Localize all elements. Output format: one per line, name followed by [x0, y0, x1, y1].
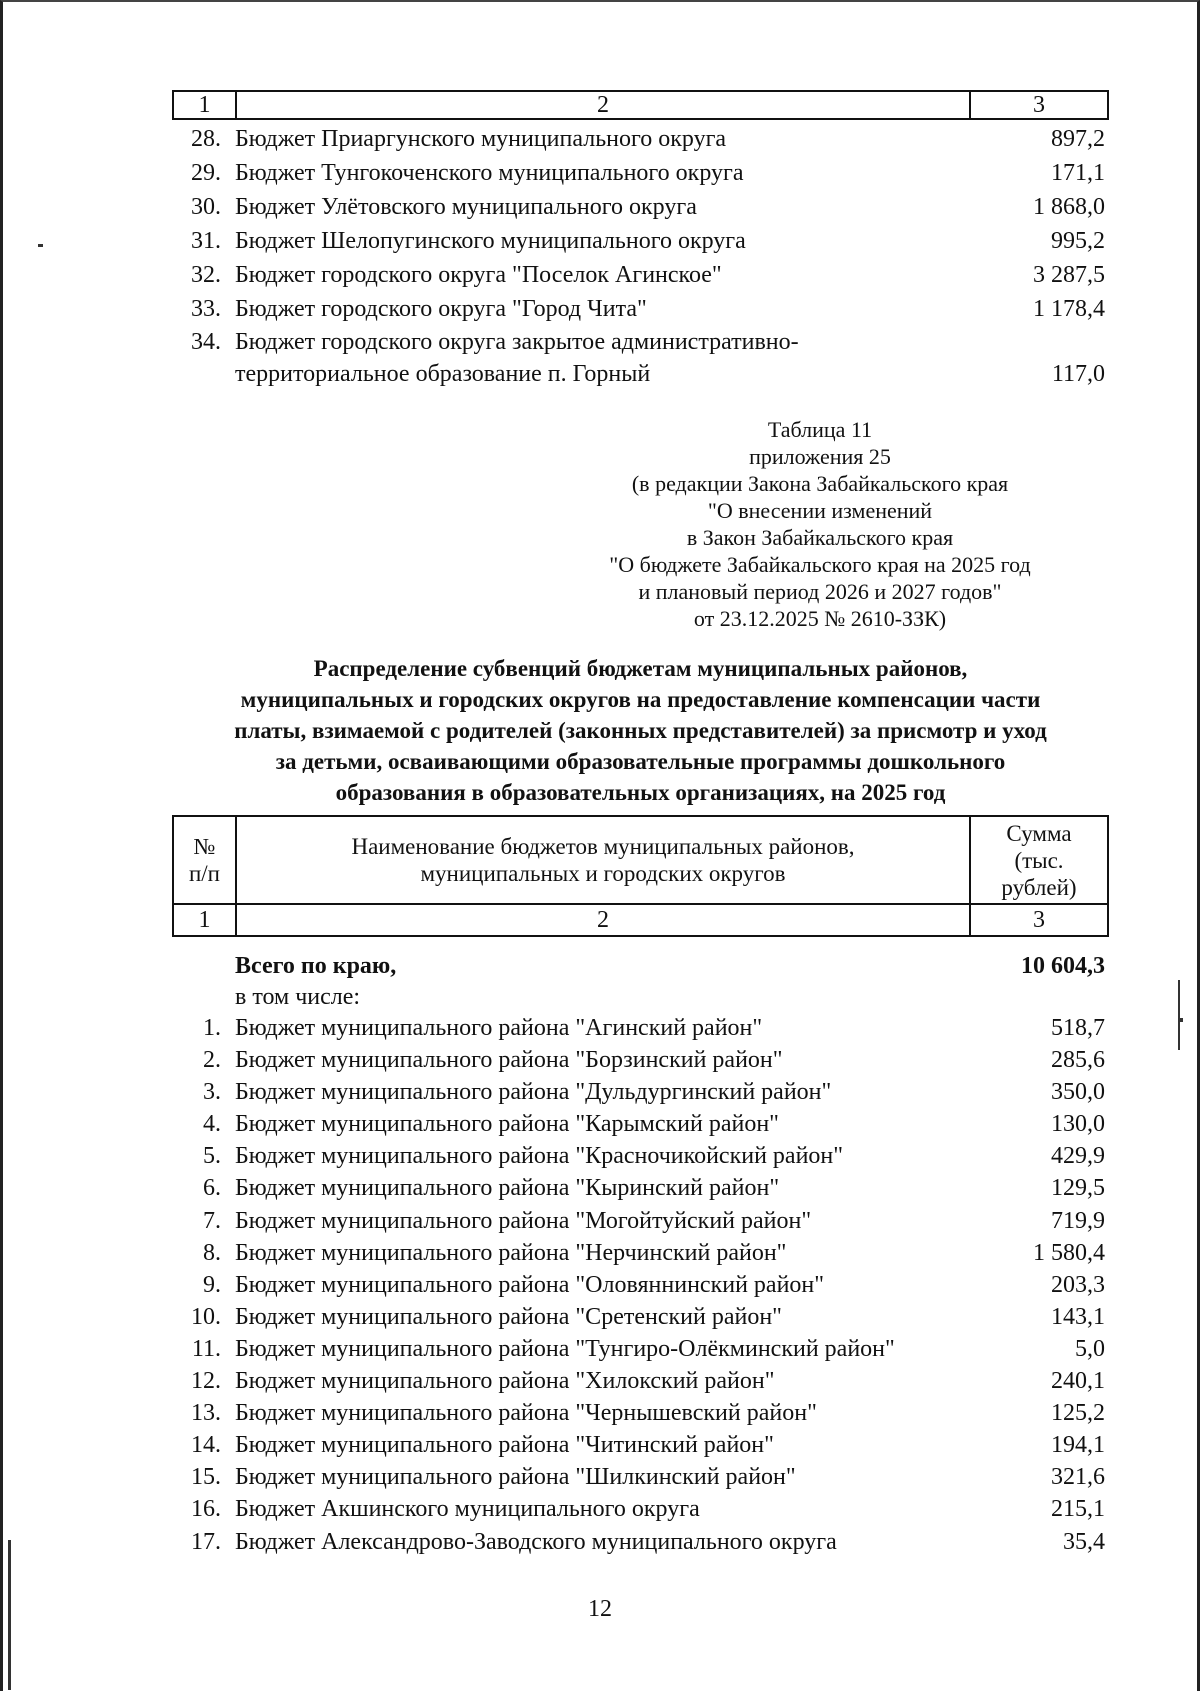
- row-name: Бюджет муниципального района "Красночикойский район": [235, 1143, 844, 1170]
- page-number: 12: [588, 1596, 612, 1622]
- row-number: 14.: [191, 1432, 221, 1459]
- header-cell-number: [174, 817, 237, 903]
- row-name: Бюджет муниципального района "Сретенский район": [235, 1303, 782, 1330]
- row-value: 1 868,0: [1033, 194, 1105, 220]
- table-row: [172, 1397, 1109, 1429]
- row-number: 13.: [191, 1400, 221, 1427]
- caption-line: Таблица 11: [767, 417, 873, 442]
- row-number: 33.: [191, 296, 221, 322]
- row-value: 130,0: [1051, 1111, 1105, 1138]
- caption-line: от 23.12.2025 № 2610-ЗЗК): [693, 606, 947, 631]
- title-line: муниципальных и городских округов на предоставление компенсации части: [240, 687, 1041, 712]
- table-caption: [560, 416, 1080, 632]
- row-number: 29.: [191, 160, 221, 186]
- scan-mark: [8, 1540, 11, 1690]
- row-value: 129,5: [1051, 1175, 1105, 1202]
- row-value: 719,9: [1051, 1207, 1105, 1234]
- column-number: 2: [237, 905, 971, 935]
- row-name-line: территориальное образование п. Горный: [235, 361, 651, 387]
- table-row: [172, 224, 1109, 258]
- caption-line: в Закон Забайкальского края: [686, 525, 954, 550]
- caption-line: приложения 25: [749, 444, 891, 469]
- row-value: 897,2: [1051, 126, 1105, 152]
- table-row: [172, 292, 1109, 326]
- row-name: Бюджет муниципального района "Шилкинский район": [235, 1464, 796, 1491]
- table-row: [172, 122, 1109, 156]
- row-value: 1 178,4: [1033, 296, 1105, 322]
- row-number: 34.: [191, 329, 221, 355]
- row-number: 10.: [191, 1303, 221, 1330]
- table-row: [172, 1108, 1109, 1140]
- row-name: Бюджет муниципального района "Нерчинский район": [235, 1239, 787, 1266]
- table-row: [172, 1365, 1109, 1397]
- row-value: 203,3: [1051, 1271, 1105, 1298]
- row-number: 1.: [203, 1015, 221, 1041]
- table-row: [172, 1301, 1109, 1333]
- row-name: Бюджет Шелопугинского муниципального округа: [235, 228, 746, 254]
- table-row: [172, 1269, 1109, 1301]
- row-name: Бюджет муниципального района "Борзинский район": [235, 1047, 783, 1074]
- total-row: [172, 950, 1109, 982]
- row-value: 35,4: [1063, 1528, 1105, 1555]
- row-name: Бюджет Александрово-Заводского муниципального округа: [235, 1528, 837, 1555]
- row-value: 215,1: [1051, 1496, 1105, 1523]
- table-row: [172, 1493, 1109, 1525]
- total-label: Всего по краю,: [235, 953, 397, 979]
- table-row: [172, 1429, 1109, 1461]
- row-value: 429,9: [1051, 1143, 1105, 1170]
- row-number: 30.: [191, 194, 221, 220]
- document-title: [172, 653, 1109, 808]
- column-number: 2: [237, 92, 971, 118]
- scan-mark: [1178, 980, 1180, 1050]
- row-name: Бюджет муниципального района "Могойтуйский район": [235, 1207, 812, 1234]
- header-text: Наименование бюджетов муниципальных районов,: [351, 834, 855, 859]
- row-value: 117,0: [1051, 361, 1105, 387]
- row-number: 12.: [191, 1368, 221, 1395]
- table-row: [172, 1076, 1109, 1108]
- table-row: [172, 1237, 1109, 1269]
- row-value: 3 287,5: [1033, 262, 1105, 288]
- row-number: 11.: [191, 1335, 221, 1362]
- total-value: 10 604,3: [1021, 953, 1105, 979]
- header-text: (тыс.: [1014, 847, 1064, 873]
- row-name: Бюджет Приаргунского муниципального округа: [235, 126, 727, 152]
- column-number: 3: [1033, 907, 1045, 933]
- table-row: [172, 1333, 1109, 1365]
- column-numbers-row: [172, 905, 1109, 937]
- row-number: 4.: [203, 1111, 221, 1138]
- main-table-rows: [172, 1012, 1109, 1558]
- main-table-body: [172, 950, 1109, 1558]
- row-name: Бюджет городского округа "Город Чита": [235, 296, 647, 322]
- including-label: в том числе:: [235, 984, 361, 1010]
- row-value: 171,1: [1051, 160, 1105, 186]
- row-name: Бюджет муниципального района "Читинский район": [235, 1432, 774, 1459]
- row-number: 31.: [191, 228, 221, 254]
- row-value: 1 580,4: [1033, 1239, 1105, 1266]
- row-number: 32.: [191, 262, 221, 288]
- header-row: [172, 815, 1109, 905]
- column-number: 1: [174, 905, 237, 935]
- row-number: 2.: [203, 1047, 221, 1074]
- row-number: 17.: [191, 1528, 221, 1555]
- header-cell-name: [237, 817, 971, 903]
- row-number: 9.: [203, 1271, 221, 1298]
- row-value: 321,6: [1051, 1464, 1105, 1491]
- top-table: [172, 90, 1109, 390]
- row-value: 240,1: [1051, 1368, 1105, 1395]
- main-table-header: [172, 815, 1109, 937]
- table-row: [172, 1526, 1109, 1558]
- row-value: 995,2: [1051, 228, 1105, 254]
- header-text: рублей): [1001, 874, 1077, 900]
- header-cell-sum: [971, 817, 1107, 903]
- table-row: [172, 258, 1109, 292]
- header-text: №: [193, 834, 216, 859]
- row-name: Бюджет муниципального района "Карымский район": [235, 1111, 779, 1138]
- row-number: 16.: [191, 1496, 221, 1523]
- column-number: 3: [1033, 92, 1045, 118]
- row-name: Бюджет городского округа "Поселок Агинское": [235, 262, 722, 288]
- row-name: Бюджет муниципального района "Тунгиро-Олёкминский район": [235, 1335, 895, 1362]
- table-row: [172, 1205, 1109, 1237]
- row-number: 7.: [203, 1207, 221, 1234]
- caption-line: (в редакции Закона Забайкальского края: [631, 471, 1009, 496]
- top-table-column-numbers: [172, 90, 1109, 120]
- row-name-line: Бюджет городского округа закрытое административно-: [235, 329, 799, 355]
- row-number: 5.: [203, 1143, 221, 1170]
- row-value: 194,1: [1051, 1432, 1105, 1459]
- header-text: Сумма: [1006, 820, 1072, 846]
- including-row: [172, 982, 1109, 1012]
- header-text: муниципальных и городских округов: [420, 861, 786, 886]
- caption-line: "О внесении изменений: [707, 498, 933, 523]
- row-name: Бюджет муниципального района "Чернышевский район": [235, 1400, 817, 1427]
- table-row: [172, 156, 1109, 190]
- row-value: 350,0: [1051, 1079, 1105, 1106]
- table-row: [172, 1461, 1109, 1493]
- row-name: Бюджет муниципального района "Дульдургинский район": [235, 1079, 832, 1106]
- row-name: Бюджет муниципального района "Агинский район": [235, 1015, 763, 1041]
- table-row: [172, 1012, 1109, 1044]
- table-row: [172, 190, 1109, 224]
- row-value: 5,0: [1075, 1335, 1105, 1362]
- table-row: [172, 326, 1109, 390]
- title-line: за детьми, осваивающими образовательные программы дошкольного: [275, 749, 1006, 774]
- title-line: Распределение субвенций бюджетам муниципальных районов,: [313, 656, 968, 681]
- row-value: 518,7: [1051, 1015, 1105, 1041]
- row-number: 15.: [191, 1464, 221, 1491]
- row-number: 28.: [191, 126, 221, 152]
- row-name: Бюджет Тунгокоченского муниципального округа: [235, 160, 744, 186]
- scan-mark: [38, 244, 43, 247]
- row-number: 3.: [203, 1079, 221, 1106]
- row-value: 125,2: [1051, 1400, 1105, 1427]
- header-text: п/п: [188, 861, 220, 886]
- caption-line: "О бюджете Забайкальского края на 2025 год: [609, 552, 1031, 577]
- row-name: Бюджет Улётовского муниципального округа: [235, 194, 697, 220]
- row-name: Бюджет муниципального района "Хилокский район": [235, 1368, 775, 1395]
- table-row: [172, 1140, 1109, 1172]
- row-number: 6.: [203, 1175, 221, 1202]
- row-name: Бюджет Акшинского муниципального округа: [235, 1496, 700, 1523]
- row-value: 285,6: [1051, 1047, 1105, 1074]
- row-value: 143,1: [1051, 1303, 1105, 1330]
- caption-line: и плановый период 2026 и 2027 годов": [638, 579, 1002, 604]
- table-row: [172, 1172, 1109, 1204]
- row-number: 8.: [203, 1239, 221, 1266]
- row-name: Бюджет муниципального района "Кыринский район": [235, 1175, 780, 1202]
- title-line: образования в образовательных организациях, на 2025 год: [335, 780, 946, 805]
- title-line: платы, взимаемой с родителей (законных представителей) за присмотр и уход: [234, 718, 1047, 743]
- row-name: [233, 326, 973, 390]
- row-name: Бюджет муниципального района "Оловяннинский район": [235, 1271, 825, 1298]
- column-number: 1: [174, 92, 237, 118]
- table-row: [172, 1044, 1109, 1076]
